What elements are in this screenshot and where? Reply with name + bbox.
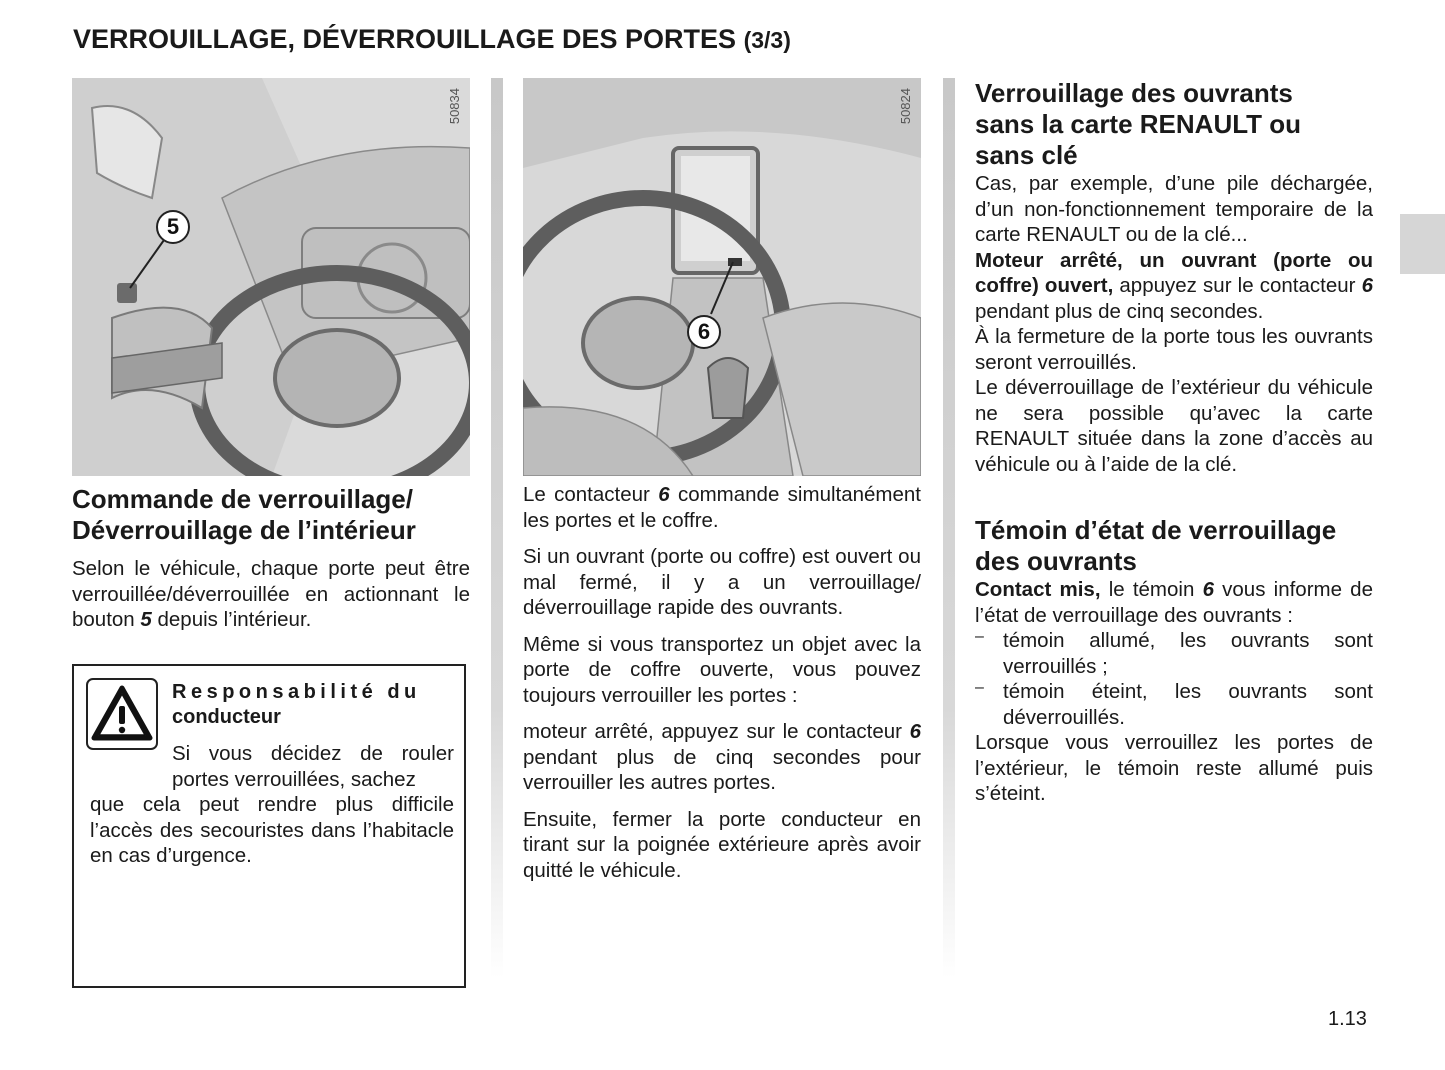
interior-locking-text — [72, 556, 470, 633]
list-item — [975, 679, 1373, 730]
list-item-text: témoin éteint, les ouvrants sont déverrouillés. — [1003, 680, 1373, 729]
door-control-illustration — [72, 78, 470, 476]
text-segment: pendant plus de cinq secondes. — [975, 299, 1264, 323]
dashboard-switch-photo — [523, 78, 921, 476]
bold-lead: Moteur arrêté, un ouvrant (porte ou coffre) ouvert, — [975, 248, 1373, 297]
warning-title-line: conducteur — [172, 706, 281, 728]
warning-title — [172, 680, 454, 730]
text-segment: appuyez sur le contacteur — [1113, 274, 1362, 297]
text-segment: Selon le véhicule, chaque porte peut être verrouillée/déverrouillée en actionnant le bouton — [72, 557, 470, 631]
heading-line: des ouvrants — [975, 546, 1137, 576]
heading-line: sans clé — [975, 140, 1078, 170]
text-segment: le témoin — [1100, 578, 1203, 601]
driver-responsibility-warning — [72, 664, 466, 988]
column-separator — [491, 78, 503, 978]
text-segment: commande simultanément les portes et le coffre. — [523, 483, 921, 532]
text-segment: Le contacteur — [523, 483, 659, 506]
column-lock-switch — [523, 78, 921, 894]
bold-lead: Contact mis, — [975, 578, 1101, 601]
warning-triangle-icon — [86, 678, 158, 750]
callout-5: 5 — [156, 210, 190, 244]
callout-6: 6 — [687, 315, 721, 349]
page-title-suffix: (3/3) — [743, 27, 791, 53]
column-separator — [943, 78, 955, 978]
list-item-text: témoin allumé, les ouvrants sont verrouillés ; — [1003, 629, 1373, 678]
list-item — [975, 628, 1373, 679]
page-number: 1.13 — [1328, 1008, 1367, 1030]
chapter-tab-marker — [1400, 214, 1445, 274]
reference-number: 6 — [909, 720, 921, 743]
outside-lock-indicator-text: Lorsque vous verrouillez les portes de l’extérieur, le témoin reste allumé puis s’éteint. — [975, 731, 1373, 805]
text-segment: depuis l’intérieur. — [151, 608, 312, 631]
heading-line: Témoin d’état de verrouillage — [975, 515, 1337, 545]
unlock-outside-text: Le déverrouillage de l’extérieur du véhicule ne sera possible qu’avec la carte RENAULT située dans la zone d’accès au véhicule ou à l’aide de la clé. — [975, 376, 1373, 476]
warning-text: que cela peut rendre plus difficile l’accès des secouristes dans l’habitacle en cas d’urgence. — [90, 793, 454, 867]
reference-number: 5 — [140, 608, 152, 631]
column-locking-without-card — [975, 78, 1373, 807]
close-driver-door-text: Ensuite, fermer la porte conducteur en tirant sur la poignée extérieure après avoir quitté le véhicule. — [523, 807, 921, 882]
page-title-text: VERROUILLAGE, DÉVERROUILLAGE DES PORTES — [73, 24, 737, 54]
text-segment: vous informe de l’état de verrouillage des ouvrants : — [975, 578, 1373, 627]
heading-line: Déverrouillage de l’intérieur — [72, 515, 416, 545]
engine-stopped-text — [523, 719, 921, 796]
list-dash: – — [975, 679, 984, 696]
heading-line: sans la carte RENAULT ou — [975, 109, 1302, 139]
door-closing-text: À la fermeture de la porte tous les ouvrants seront verrouillés. — [975, 325, 1373, 374]
reference-number: 6 — [1361, 274, 1373, 297]
warning-title-line: Responsabilité du — [172, 681, 421, 703]
photo-reference-code: 50834 — [447, 88, 462, 125]
list-dash: – — [975, 628, 984, 645]
engine-stopped-open-text — [975, 248, 1373, 325]
reference-number: 6 — [658, 483, 670, 506]
section-heading-interior-locking — [72, 484, 470, 546]
page-title — [73, 24, 791, 55]
warning-text: Si vous décidez de rouler portes verrouillées, sachez — [172, 742, 454, 791]
indicator-intro-text — [975, 577, 1373, 628]
section-heading-without-card — [975, 78, 1373, 171]
dashboard-illustration — [523, 78, 921, 476]
text-segment: moteur arrêté, appuyez sur le contacteur — [523, 720, 910, 743]
battery-case-text: Cas, par exemple, d’une pile déchargée, d’un non-fonctionnement temporaire de la carte RENAULT ou de la clé... — [975, 172, 1373, 246]
boot-open-text: Même si vous transportez un objet avec la porte de coffre ouverte, vous pouvez toujours verrouiller les portes : — [523, 632, 921, 707]
photo-reference-code: 50824 — [898, 88, 913, 125]
text-segment: pendant plus de cinq secondes pour verrouiller les autres portes. — [523, 745, 921, 794]
column-interior-locking — [72, 78, 470, 633]
reference-number: 6 — [1202, 578, 1214, 601]
section-heading-lock-indicator — [975, 515, 1373, 577]
switch-description — [523, 482, 921, 533]
quick-lock-text: Si un ouvrant (porte ou coffre) est ouvert ou mal fermé, il y a un verrouillage/ déverrouillage rapide des ouvrants. — [523, 545, 921, 619]
heading-line: Verrouillage des ouvrants — [975, 78, 1293, 108]
door-control-photo — [72, 78, 470, 476]
heading-line: Commande de verrouillage/ — [72, 484, 413, 514]
